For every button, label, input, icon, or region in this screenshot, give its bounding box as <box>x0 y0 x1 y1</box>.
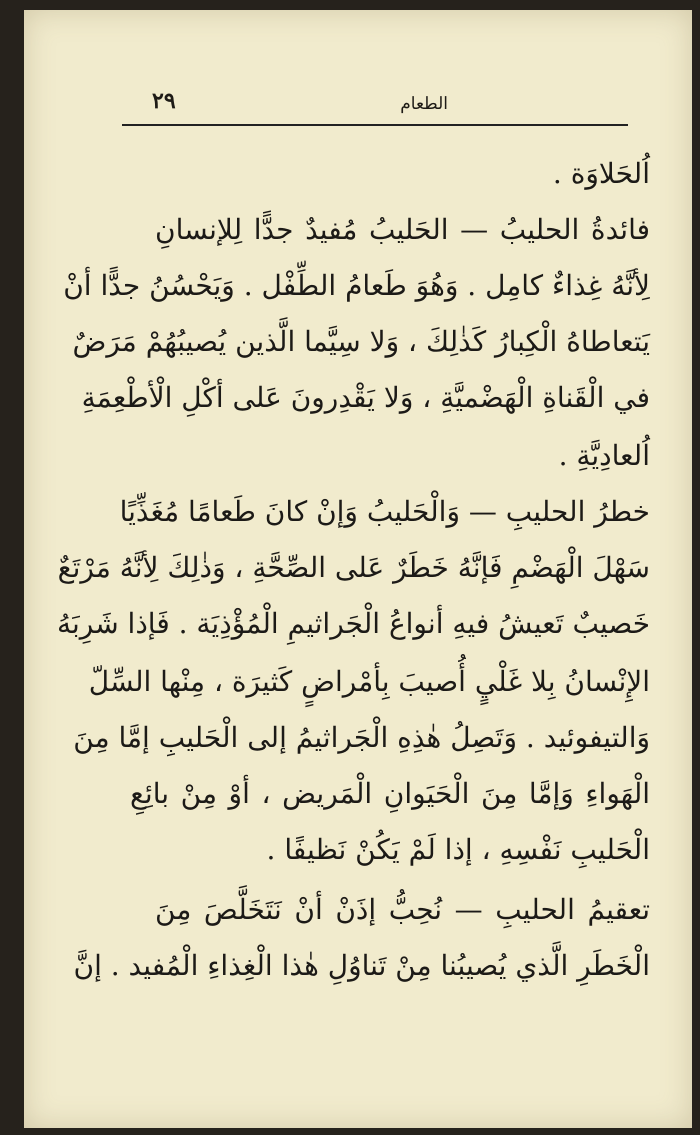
text-line: الْحَليبِ نَفْسِهِ ، إذا لَمْ يَكُنْ نَظيفًا . <box>266 833 650 866</box>
text-line: الإِنْسانُ بِلا غَلْيٍ أُصيبَ بِأمْراضٍ كَثيرَة ، مِنْها السِّلّ <box>88 665 650 698</box>
text-line: في الْقَناةِ الْهَضْميَّةِ ، وَلا يَقْدِرونَ عَلى أكْلِ الْأطْعِمَةِ <box>81 381 650 414</box>
page-number: ٢٩ <box>152 88 176 114</box>
running-header <box>122 86 628 118</box>
running-title: الطعام <box>400 94 448 114</box>
text-line: وَالتيفوئيد . وَتَصِلُ هٰذِهِ الْجَراثيمُ إلى الْحَليبِ إمَّا مِنَ <box>73 721 650 754</box>
text-line: خطرُ الحليبِ — وَالْحَليبُ وَإنْ كانَ طَعامًا مُغَذِّيًا <box>119 495 650 528</box>
text-line: سَهْلَ الْهَضْمِ فَإنَّهُ خَطَرٌ عَلى الصِّحَّةِ ، وَذٰلِكَ لِأنَّهُ مَرْتَعٌ <box>57 551 650 584</box>
text-line: تعقيمُ الحليبِ — نُحِبُّ إذَنْ أنْ نَتَخَلَّصَ مِنَ <box>155 893 650 926</box>
text-line: يَتعاطاهُ الْكِبارُ كَذٰلِكَ ، وَلا سِيَّما الَّذين يُصيبُهُمْ مَرَضٌ <box>72 325 650 358</box>
header-rule <box>122 124 628 126</box>
text-line: الْهَواءِ وَإمَّا مِنَ الْحَيَوانِ الْمَريض ، أوْ مِنْ بائِعِ <box>130 777 650 810</box>
text-line: لِأنَّهُ غِذاءٌ كامِل . وَهُوَ طَعامُ الطِّفْل . وَيَحْسُنُ جدًّا أنْ <box>63 269 650 302</box>
text-line: خَصيبٌ تَعيشُ فيهِ أنواعُ الْجَراثيمِ الْمُؤْذِيَة . فَإذا شَرِبَهُ <box>56 607 650 640</box>
text-line: اُلحَلاوَة . <box>552 157 650 190</box>
text-line: فائدةُ الحليبُ — الحَليبُ مُفيدٌ جدًّا لِلإنسانِ <box>155 213 650 246</box>
text-line: اُلعادِيَّةِ . <box>558 439 650 472</box>
text-line: الْخَطَرِ الَّذي يُصيبُنا مِنْ تَناوُلِ هٰذا الْغِذاءِ الْمُفيد . إنَّ <box>73 949 650 982</box>
